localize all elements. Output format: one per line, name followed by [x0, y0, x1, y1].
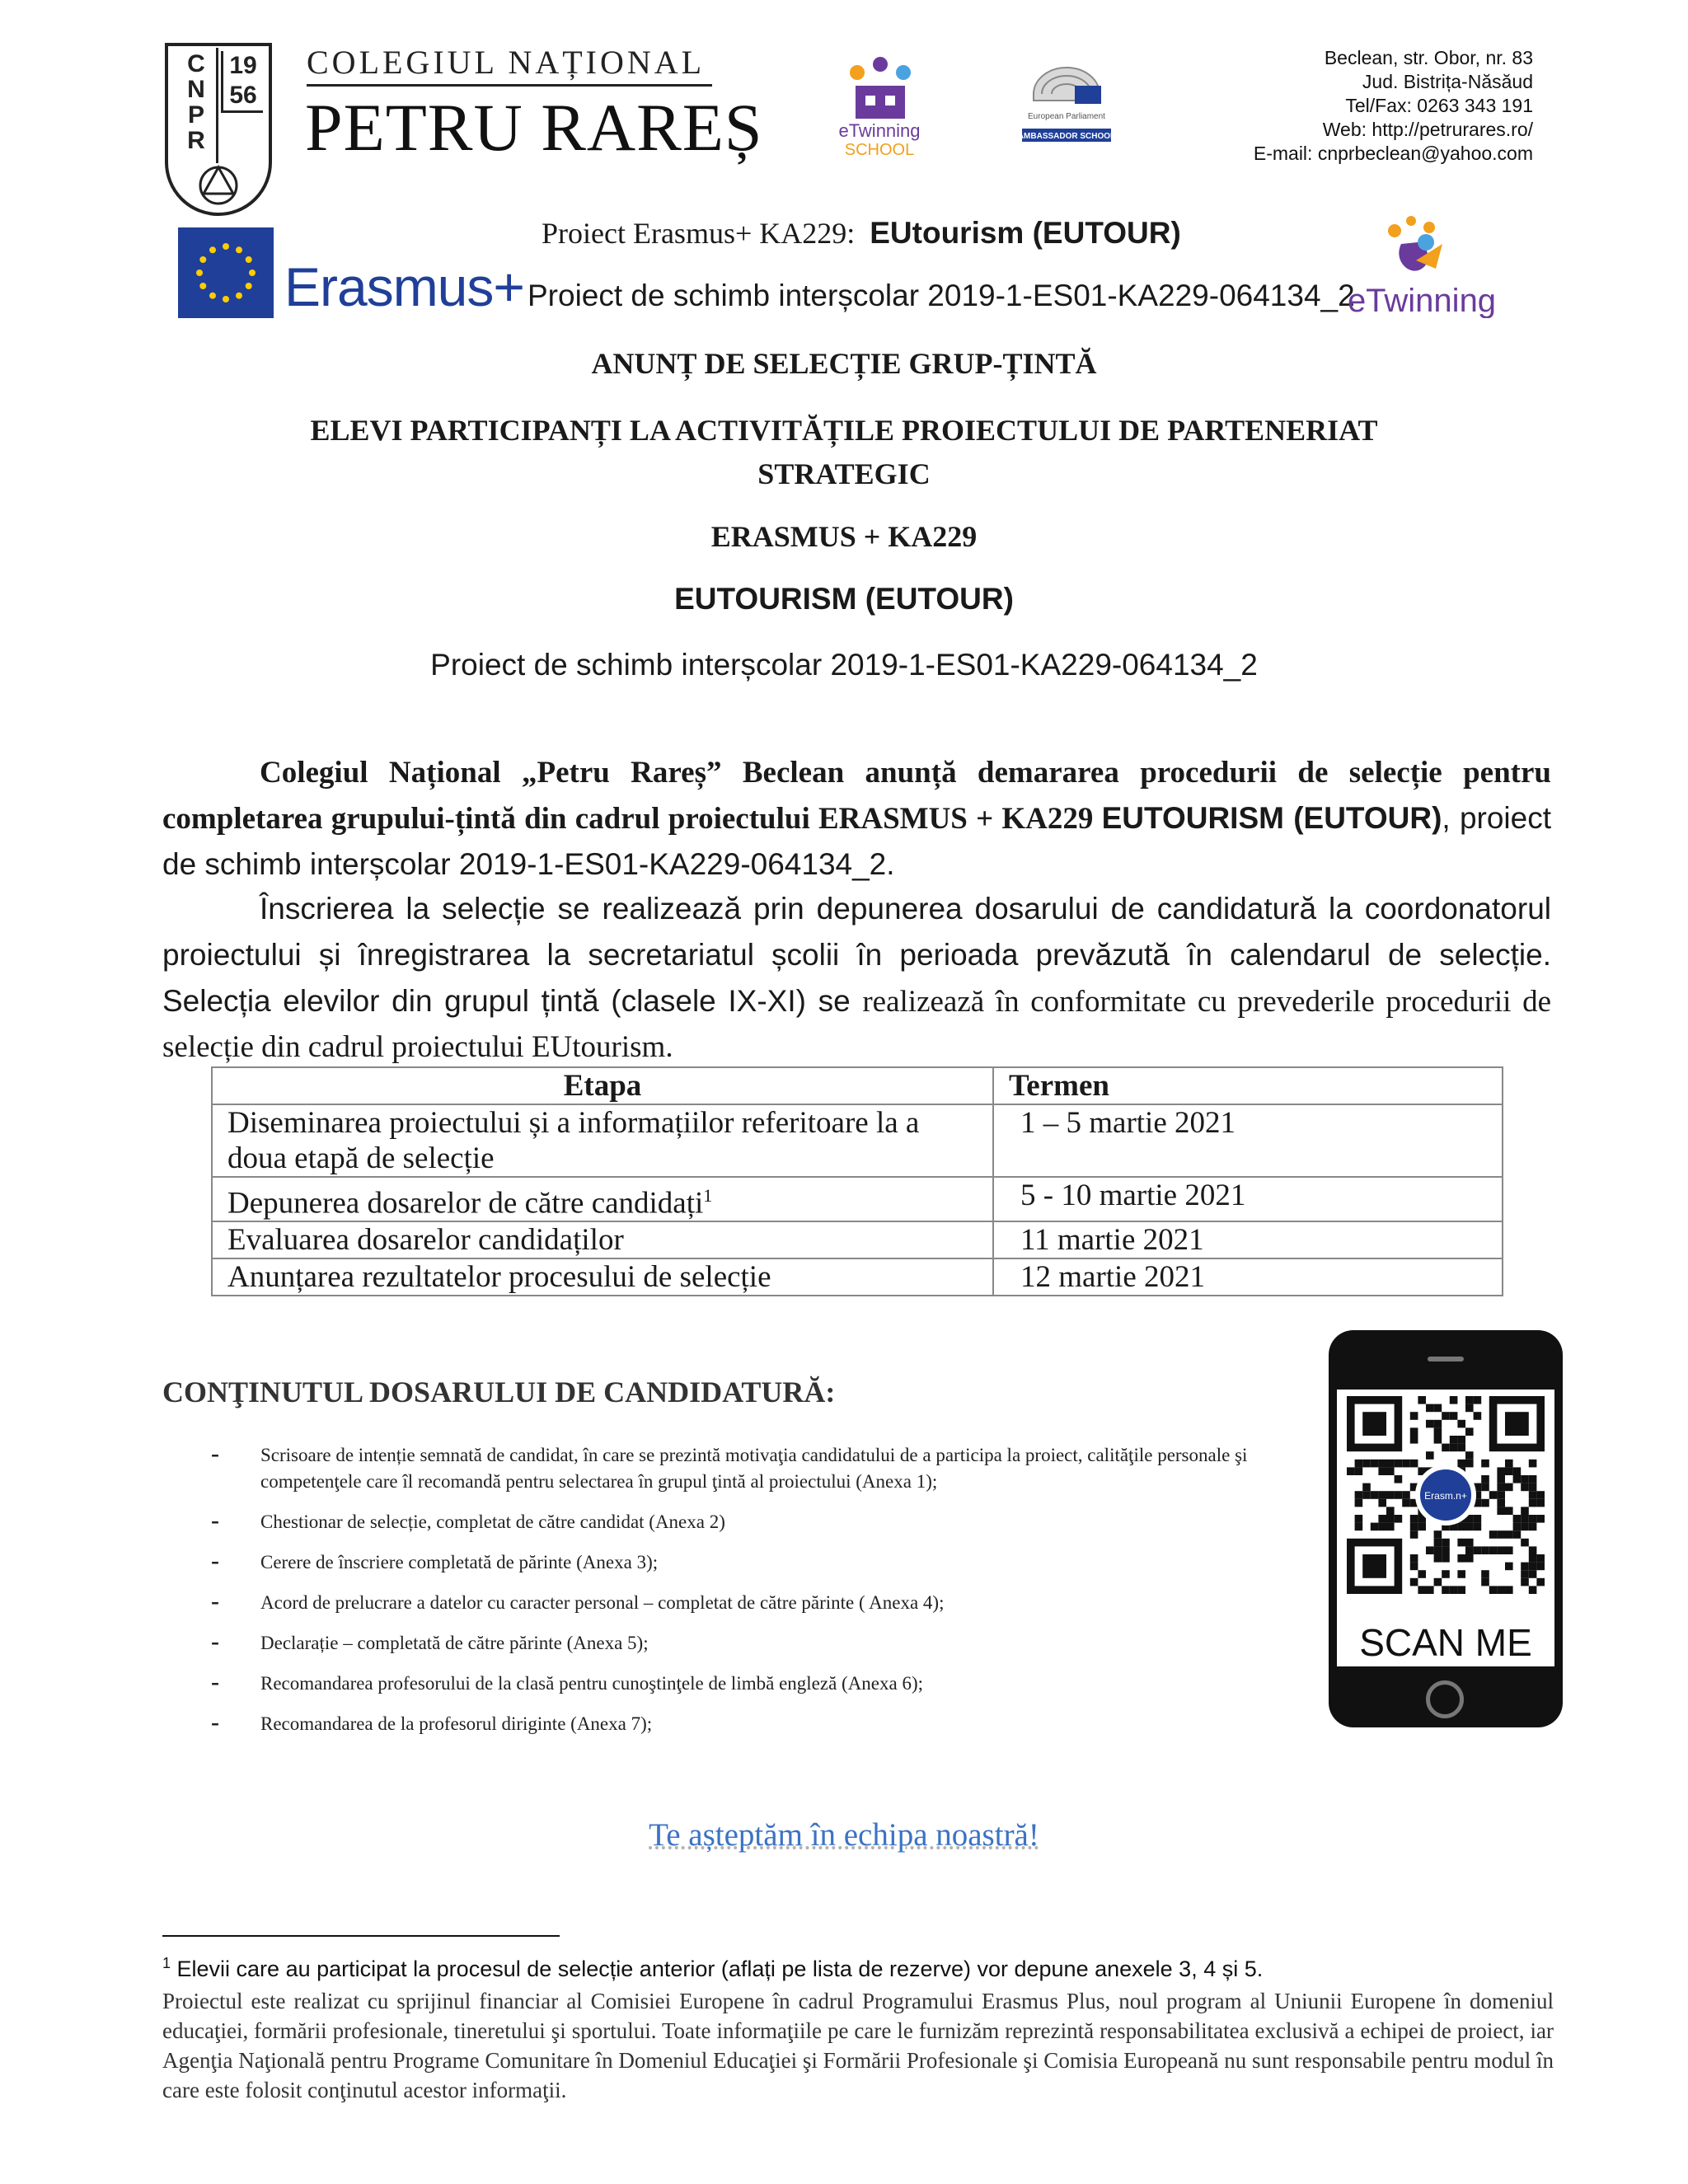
list-item — [206, 1668, 1311, 1697]
qr-module — [1489, 1586, 1498, 1594]
qr-module — [1505, 1460, 1513, 1468]
qr-module — [1426, 1420, 1434, 1428]
stage-cell: Diseminarea proiectului și a informațiilor referitoare la a doua etapă de selecție — [212, 1104, 993, 1177]
footnote-1 — [162, 1955, 1263, 1982]
qr-module — [1521, 1507, 1529, 1515]
qr-module — [1371, 1523, 1379, 1531]
address-line: Web: http://petrurares.ro/ — [1322, 119, 1533, 140]
qr-finder — [1362, 1554, 1386, 1578]
qr-module — [1355, 1523, 1363, 1531]
qr-module — [1521, 1483, 1529, 1492]
list-dash: - — [211, 1668, 219, 1695]
qr-module — [1457, 1436, 1465, 1444]
qr-module — [1434, 1554, 1442, 1563]
list-item-text: Recomandarea de la profesorul diriginte (Anexa 7); — [260, 1713, 653, 1734]
crest-year-top: 19 — [229, 52, 257, 79]
table-row — [212, 1104, 1503, 1177]
qr-module — [1474, 1412, 1482, 1420]
qr-module — [1465, 1523, 1474, 1531]
welcome-message: Te așteptăm în echipa noastră! — [649, 1817, 1039, 1853]
school-rule — [307, 84, 712, 87]
qr-module — [1536, 1491, 1545, 1499]
school-name: PETRU RAREȘ — [305, 90, 763, 165]
qr-module — [1521, 1515, 1529, 1523]
qr-module — [1450, 1436, 1458, 1444]
qr-finder — [1362, 1412, 1386, 1436]
etwinning-school-sub: SCHOOL — [844, 141, 915, 157]
qr-module — [1481, 1475, 1489, 1483]
qr-module — [1410, 1563, 1418, 1571]
qr-module — [1450, 1586, 1458, 1594]
qr-module — [1513, 1467, 1522, 1475]
qr-module — [1457, 1554, 1465, 1563]
qr-module — [1521, 1539, 1529, 1547]
qr-module — [1378, 1460, 1386, 1468]
qr-module — [1386, 1467, 1395, 1475]
qr-module — [1442, 1539, 1450, 1547]
qr-module — [1426, 1451, 1434, 1460]
list-item-text: Cerere de înscriere completată de părinte (Anexa 3); — [260, 1552, 659, 1572]
qr-module — [1489, 1546, 1498, 1554]
crest-letter: C — [187, 50, 205, 77]
qr-center-text: Erasm.n+ — [1424, 1490, 1467, 1502]
qr-module — [1410, 1523, 1418, 1531]
stage-cell: Evaluarea dosarelor candidaților — [212, 1221, 993, 1258]
qr-module — [1521, 1563, 1529, 1571]
crest-divider — [216, 48, 218, 163]
qr-module — [1474, 1523, 1482, 1531]
phone-qr-graphic — [1329, 1330, 1563, 1727]
date-cell: 11 martie 2021 — [993, 1221, 1503, 1258]
qr-module — [1355, 1491, 1363, 1499]
qr-module — [1362, 1491, 1371, 1499]
eu-star-icon — [249, 269, 256, 276]
crest-letter — [180, 51, 213, 153]
eu-star-icon — [209, 293, 216, 299]
ep-ambassador-text: AMBASSADOR SCHOOL — [1017, 132, 1116, 141]
project-prefix: Proiect Erasmus+ KA229: — [542, 217, 856, 250]
qr-module — [1378, 1515, 1386, 1523]
dossier-title: CONŢINUTUL DOSARULUI DE CANDIDATURĂ: — [162, 1376, 836, 1408]
qr-module — [1355, 1499, 1363, 1507]
qr-module — [1402, 1491, 1410, 1499]
qr-module — [1529, 1491, 1537, 1499]
qr-module — [1529, 1499, 1537, 1507]
qr-module — [1355, 1515, 1363, 1523]
qr-module — [1386, 1491, 1395, 1499]
qr-module — [1481, 1578, 1489, 1586]
qr-module — [1457, 1420, 1465, 1428]
eu-star-icon — [246, 256, 252, 263]
qr-module — [1465, 1451, 1474, 1460]
qr-module — [1497, 1491, 1505, 1499]
crest-knot-icon — [185, 161, 251, 210]
crest-letter: R — [187, 127, 205, 154]
phone-speaker — [1428, 1357, 1464, 1361]
qr-module — [1434, 1539, 1442, 1547]
list-item — [206, 1509, 1311, 1535]
eu-star-icon — [236, 246, 242, 253]
qr-module — [1474, 1515, 1482, 1523]
qr-module — [1418, 1570, 1426, 1578]
qr-module — [1457, 1570, 1465, 1578]
address-line: Jud. Bistrița-Năsăud — [1362, 71, 1533, 92]
list-item — [206, 1630, 1311, 1657]
qr-module — [1386, 1460, 1395, 1468]
enrollment-text-serif: realizează în conformitate cu prevederile procedurii de selecție din cadrul proiectului EUtourism. — [162, 985, 1551, 1064]
qr-module — [1497, 1467, 1505, 1475]
qr-module — [1536, 1578, 1545, 1586]
qr-module — [1378, 1467, 1386, 1475]
qr-module — [1497, 1483, 1505, 1492]
footnote-mark: 1 — [703, 1185, 713, 1206]
qr-module — [1457, 1523, 1465, 1531]
crest-letters — [180, 51, 213, 153]
qr-module — [1529, 1563, 1537, 1571]
qr-module — [1505, 1586, 1513, 1594]
qr-module — [1521, 1578, 1529, 1586]
qr-finder — [1505, 1412, 1529, 1436]
qr-module — [1442, 1546, 1450, 1554]
qr-module — [1371, 1460, 1379, 1468]
eu-star-icon — [223, 243, 229, 250]
qr-module — [1442, 1412, 1450, 1420]
school-label: COLEGIUL NAȚIONAL — [307, 44, 706, 81]
qr-module — [1497, 1530, 1505, 1539]
qr-module — [1434, 1427, 1442, 1436]
qr-module — [1410, 1530, 1418, 1539]
qr-module — [1505, 1530, 1513, 1539]
crest-letter: N — [187, 76, 205, 103]
qr-module — [1378, 1491, 1386, 1499]
qr-module — [1434, 1530, 1442, 1539]
qr-module — [1386, 1523, 1395, 1531]
qr-module — [1489, 1491, 1498, 1499]
qr-module — [1426, 1586, 1434, 1594]
qr-module — [1362, 1460, 1371, 1468]
program-title: ERASMUS + KA229 — [710, 520, 978, 553]
qr-module — [1521, 1570, 1529, 1578]
qr-module — [1410, 1436, 1418, 1444]
qr-module — [1434, 1436, 1442, 1444]
qr-module — [1410, 1460, 1418, 1468]
erasmus-plus-logo: Erasmus+ — [284, 256, 524, 317]
qr-module — [1347, 1467, 1355, 1475]
crest-year — [221, 51, 263, 113]
eu-flag-icon — [178, 227, 274, 318]
qr-module — [1481, 1570, 1489, 1578]
eu-star-icon — [209, 246, 216, 253]
participants-title — [0, 409, 1688, 496]
date-cell: 12 martie 2021 — [993, 1258, 1503, 1296]
column-header-stage: Etapa — [212, 1067, 993, 1104]
qr-module — [1395, 1475, 1403, 1483]
list-dash: - — [211, 1507, 219, 1534]
project-title: EUTOURISM (EUTOUR) — [674, 582, 1014, 616]
qr-module — [1418, 1586, 1426, 1594]
qr-module — [1378, 1499, 1386, 1507]
qr-module — [1450, 1412, 1458, 1420]
etwinning-logo — [1343, 211, 1500, 318]
qr-module — [1529, 1460, 1537, 1468]
scan-me-label: SCAN ME — [1359, 1621, 1532, 1664]
qr-module — [1481, 1483, 1489, 1492]
eu-star-icon — [199, 283, 206, 289]
list-dash: - — [211, 1587, 219, 1615]
qr-code[interactable] — [1337, 1396, 1554, 1610]
project-line — [542, 216, 1181, 251]
funding-disclaimer: Proiectul este realizat cu sprijinul financiar al Comisiei Europene în cadrul Programului Erasmus Plus, noul program al Uniunii Europene în domeniul educaţiei, formării profesionale, tineretului şi sportului. Toate informaţiile pe care le furnizăm reprezintă responsabilitatea exclusivă a echipei de proiect, iar Agenţia Naţională pentru Programe Comunitare în Domeniul Educaţiei şi Formării Profesionale şi Comisia Europeană nu sunt responsabile pentru modul în care este folosit conţinutul acestor informaţii. — [162, 1989, 1554, 2102]
qr-module — [1536, 1554, 1545, 1563]
qr-module — [1418, 1396, 1426, 1404]
table-row — [212, 1258, 1503, 1296]
qr-module — [1355, 1460, 1363, 1468]
etwinning-school-logo — [832, 54, 927, 157]
list-item — [206, 1587, 1311, 1616]
eu-star-icon — [246, 283, 252, 289]
ep-text: European Parliament — [1028, 112, 1105, 121]
qr-module — [1536, 1563, 1545, 1571]
qr-module — [1497, 1507, 1505, 1515]
enrollment-text: Înscrierea la selecție se realizează prin depunerea dosarului de candidatură la coordonatorul proiectului și înregistrarea la secretariatul școlii în perioada prevăzută în calendarul de selecție. Selecția elevilor din grupul țintă (clasele IX-XI) se — [162, 892, 1551, 1018]
intro-project: EUTOURISM (EUTOUR) — [1101, 801, 1442, 835]
intro-bold: Colegiul Național „Petru Rareș” Beclean anunță demararea procedurii de selecție pentru completarea grupului-țintă din cadrul proiectului ERASMUS + KA229 — [162, 756, 1551, 836]
qr-module — [1457, 1460, 1465, 1468]
qr-module — [1395, 1515, 1403, 1523]
qr-module — [1434, 1578, 1442, 1586]
qr-module — [1497, 1546, 1505, 1554]
etwinning-school-word: eTwinning — [838, 120, 921, 141]
project-name: EUtourism (EUTOUR) — [870, 216, 1181, 250]
participants-title-line: ELEVI PARTICIPANȚI LA ACTIVITĂȚILE PROIECTULUI DE PARTENERIAT — [310, 414, 1378, 447]
qr-module — [1513, 1475, 1522, 1483]
eu-star-icon — [236, 293, 242, 299]
qr-module — [1450, 1396, 1458, 1404]
qr-module — [1529, 1475, 1537, 1483]
qr-module — [1489, 1530, 1498, 1539]
qr-module — [1410, 1554, 1418, 1563]
crest-letter: P — [187, 101, 204, 129]
qr-module — [1418, 1523, 1426, 1531]
qr-module — [1465, 1546, 1474, 1554]
qr-module — [1371, 1491, 1379, 1499]
phone-home-button — [1426, 1680, 1464, 1718]
qr-module — [1513, 1515, 1522, 1523]
qr-module — [1386, 1507, 1395, 1515]
qr-module — [1481, 1499, 1489, 1507]
etwinning-word: eTwinning — [1347, 283, 1497, 318]
qr-module — [1505, 1507, 1513, 1515]
qr-module — [1529, 1554, 1537, 1563]
exchange-title: Proiect de schimb interșcolar 2019-1-ES01-KA229-064134_2 — [430, 648, 1258, 682]
qr-module — [1497, 1499, 1505, 1507]
qr-module — [1474, 1546, 1482, 1554]
footnote-1-text: Elevii care au participat la procesul de selecție anterior (aflați pe lista de rezerve) vor depune anexele 3, 4 și 5. — [171, 1957, 1264, 1981]
table-row — [212, 1177, 1503, 1221]
school-address — [1254, 46, 1533, 166]
stage-cell — [212, 1177, 993, 1221]
qr-module — [1513, 1530, 1522, 1539]
qr-module — [1521, 1523, 1529, 1531]
qr-module — [1450, 1444, 1458, 1452]
list-item-text: Scrisoare de intenție semnată de candidat, în care se prezintă motivaţia candidatului de a participa la proiect, calităţile personale şi competenţele care îl recomandă pentru selectarea în grupul ţintă al proiectului (Anexa 1); — [260, 1445, 1248, 1492]
intro-rest: , proiect de schimb interșcolar 2019-1-ES01-KA229-064134_2. — [162, 801, 1551, 881]
qr-module — [1457, 1444, 1465, 1452]
crest-year-bottom: 56 — [229, 82, 257, 109]
enrollment-paragraph — [162, 886, 1551, 1070]
footnote-1-mark: 1 — [162, 1955, 171, 1971]
eu-star-icon — [199, 256, 206, 263]
qr-module — [1402, 1460, 1410, 1468]
qr-module — [1410, 1427, 1418, 1436]
qr-module — [1457, 1586, 1465, 1594]
qr-module — [1474, 1396, 1482, 1404]
qr-module — [1505, 1467, 1513, 1475]
qr-module — [1497, 1475, 1505, 1483]
qr-module — [1536, 1499, 1545, 1507]
qr-module — [1457, 1539, 1465, 1547]
list-item-text: Acord de prelucrare a datelor cu caracter personal – completat de către părinte ( Anexa 4); — [260, 1592, 945, 1613]
eu-star-icon — [223, 296, 229, 302]
table-header-row — [212, 1067, 1503, 1104]
list-dash: - — [211, 1708, 219, 1736]
qr-module — [1386, 1515, 1395, 1523]
list-dash: - — [211, 1440, 219, 1467]
qr-module — [1442, 1444, 1450, 1452]
list-item — [206, 1708, 1311, 1737]
qr-module — [1465, 1427, 1474, 1436]
qr-module — [1395, 1460, 1403, 1468]
address-line: E-mail: cnprbeclean@yahoo.com — [1253, 143, 1533, 164]
dossier-list — [206, 1442, 1311, 1751]
list-dash: - — [211, 1547, 219, 1574]
qr-module — [1529, 1483, 1537, 1492]
intro-paragraph — [162, 750, 1551, 888]
qr-module — [1529, 1546, 1537, 1554]
qr-module — [1434, 1404, 1442, 1413]
address-line: Beclean, str. Obor, nr. 83 — [1324, 47, 1533, 68]
date-cell: 5 - 10 martie 2021 — [993, 1177, 1503, 1221]
qr-module — [1513, 1523, 1522, 1531]
european-parliament-logo — [1017, 53, 1116, 152]
qr-module — [1410, 1412, 1418, 1420]
list-item-text: Chestionar de selecție, completat de către candidat (Anexa 2) — [260, 1511, 725, 1532]
qr-module — [1481, 1546, 1489, 1554]
qr-module — [1529, 1523, 1537, 1531]
qr-module — [1536, 1515, 1545, 1523]
qr-module — [1355, 1467, 1363, 1475]
qr-module — [1465, 1539, 1474, 1547]
qr-module — [1402, 1499, 1410, 1507]
list-item — [206, 1549, 1311, 1576]
qr-module — [1465, 1396, 1474, 1404]
qr-module — [1442, 1570, 1450, 1578]
qr-module — [1410, 1515, 1418, 1523]
announcement-title: ANUNȚ DE SELECȚIE GRUP-ȚINTĂ — [591, 347, 1097, 380]
participants-title-line: STRATEGIC — [757, 457, 931, 490]
qr-module — [1521, 1475, 1529, 1483]
selection-schedule-table — [211, 1066, 1503, 1296]
column-header-deadline: Termen — [993, 1067, 1503, 1104]
stage-cell: Anunțarea rezultatelor procesului de selecție — [212, 1258, 993, 1296]
address-line: Tel/Fax: 0263 343 191 — [1345, 95, 1533, 116]
qr-module — [1505, 1546, 1513, 1554]
qr-module — [1426, 1404, 1434, 1413]
list-dash: - — [211, 1628, 219, 1655]
eu-star-icon — [196, 269, 203, 276]
list-item-text: Declarație – completată de către părinte (Anexa 5); — [260, 1633, 649, 1653]
qr-module — [1529, 1586, 1537, 1594]
qr-module — [1497, 1586, 1505, 1594]
stage-text: Depunerea dosarelor de către candidați — [227, 1186, 704, 1221]
list-item-text: Recomandarea profesorului de la clasă pentru cunoştinţele de limbă engleză (Anexa 6); — [260, 1673, 924, 1694]
qr-module — [1465, 1404, 1474, 1413]
qr-module — [1378, 1523, 1386, 1531]
qr-module — [1442, 1586, 1450, 1594]
qr-module — [1434, 1420, 1442, 1428]
project-exchange-line: Proiect de schimb interșcolar 2019-1-ES01-KA229-064134_2 — [528, 279, 1355, 312]
qr-module — [1426, 1546, 1434, 1554]
qr-module — [1442, 1554, 1450, 1563]
table-row — [212, 1221, 1503, 1258]
qr-module — [1395, 1491, 1403, 1499]
qr-module — [1465, 1460, 1474, 1468]
list-item — [206, 1442, 1311, 1495]
qr-module — [1529, 1515, 1537, 1523]
qr-module — [1465, 1554, 1474, 1563]
qr-module — [1362, 1483, 1371, 1492]
qr-module — [1529, 1570, 1537, 1578]
qr-module — [1481, 1460, 1489, 1468]
qr-module — [1410, 1578, 1418, 1586]
qr-module — [1505, 1483, 1513, 1492]
qr-module — [1505, 1563, 1513, 1571]
qr-module — [1434, 1546, 1442, 1554]
footnote-rule — [162, 1935, 560, 1937]
date-cell: 1 – 5 martie 2021 — [993, 1104, 1503, 1177]
